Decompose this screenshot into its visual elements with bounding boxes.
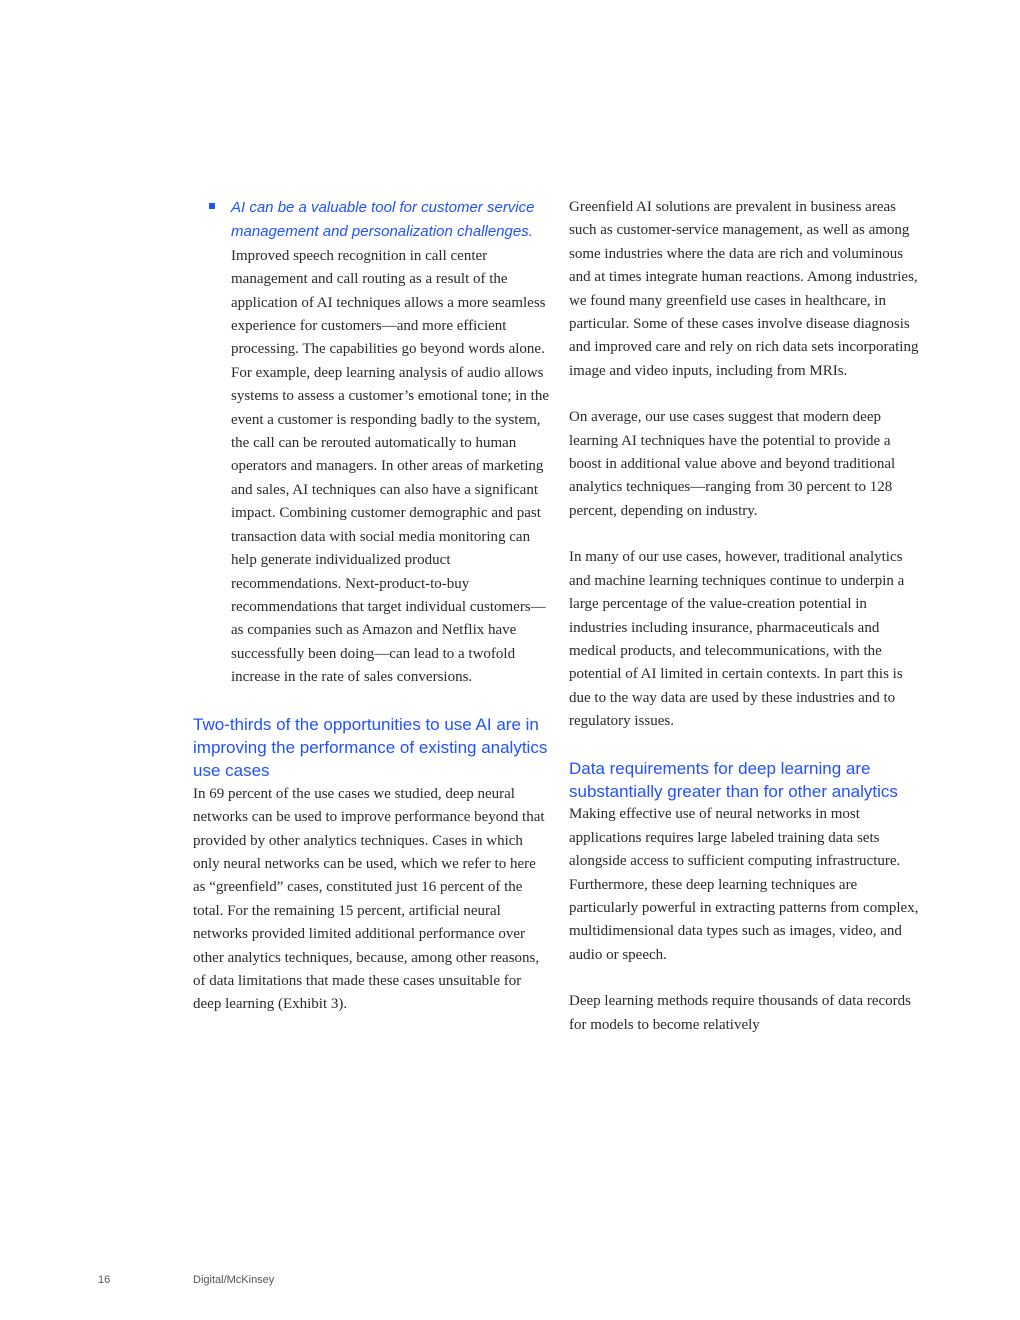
bullet-list-item (193, 196, 549, 690)
page-number: 16 (98, 1274, 111, 1286)
body-paragraph: Making effective use of neural networks in most applications requires large labeled training data sets alongside access to sufficient computing infrastructure. Furthermore, these deep learning techniques are particularly powerful in extracting patterns from complex, multidimensional data types such as images, video, and audio or speech. (569, 806, 919, 963)
bullet-body-text: Improved speech recognition in call center management and call routing as a result of the application of AI techniques allows a more seamless experience for customers—and more efficient processing. The capabilities go beyond words alone. For example, deep learning analysis of audio allows systems to assess a customer’s emotional tone; in the event a customer is responding badly to the system, the call can be rerouted automatically to human operators and managers. In other areas of marketing and sales, AI techniques can also have a significant impact. Combining customer demographic and past transaction data with social media monitoring can help generate individualized product recommendations. Next-product-to-buy recommendations that target individual customers—as companies such as Amazon and Netflix have successfully been doing—can lead to a twofold increase in the rate of sales conversions. (231, 247, 550, 686)
square-bullet-icon (209, 203, 215, 209)
section-heading-two-thirds: Two-thirds of the opportunities to use AI are in improving the performance of existing analytics use cases (193, 714, 548, 781)
body-paragraph: Deep learning methods require thousands of data records for models to become relatively (569, 993, 911, 1033)
body-paragraph: In many of our use cases, however, traditional analytics and machine learning techniques continue to underpin a large percentage of the value-creation potential in industries including insurance, pharmaceuticals and medical products, and telecommunications, with the potential of AI limited in certain contexts. In part this is due to the way data are used by these industries and to regulatory issues. (569, 549, 905, 730)
left-column (193, 196, 549, 1017)
right-column (569, 196, 925, 1037)
body-paragraph: In 69 percent of the use cases we studied, deep neural networks can be used to improve performance beyond that provided by other analytics techniques. Cases in which only neural networks can be used, which we refer to here as “greenfield” cases, constituted just 16 percent of the total. For the remaining 15 percent, artificial neural networks provided limited additional performance over other analytics techniques, because, among other reasons, of data limitations that made these cases unsuitable for deep learning (Exhibit 3). (193, 785, 545, 1013)
section-heading-data-requirements: Data requirements for deep learning are substantially greater than for other analytics (569, 758, 898, 801)
body-paragraph: On average, our use cases suggest that modern deep learning AI techniques have the potential to provide a boost in additional value above and beyond traditional analytics techniques—ranging from 30 percent to 128 percent, depending on industry. (569, 409, 896, 519)
body-paragraph: Greenfield AI solutions are prevalent in business areas such as customer-service management, as well as among some industries where the data are rich and voluminous and at times integrate human reactions. Among industries, we found many greenfield use cases in healthcare, in particular. Some of these cases involve disease diagnosis and improved care and rely on rich data sets incorporating image and video inputs, including from MRIs. (569, 199, 919, 379)
bullet-lead-text: AI can be a valuable tool for customer service management and personalization challenges. (231, 199, 535, 241)
publication-name: Digital/McKinsey (193, 1274, 275, 1286)
